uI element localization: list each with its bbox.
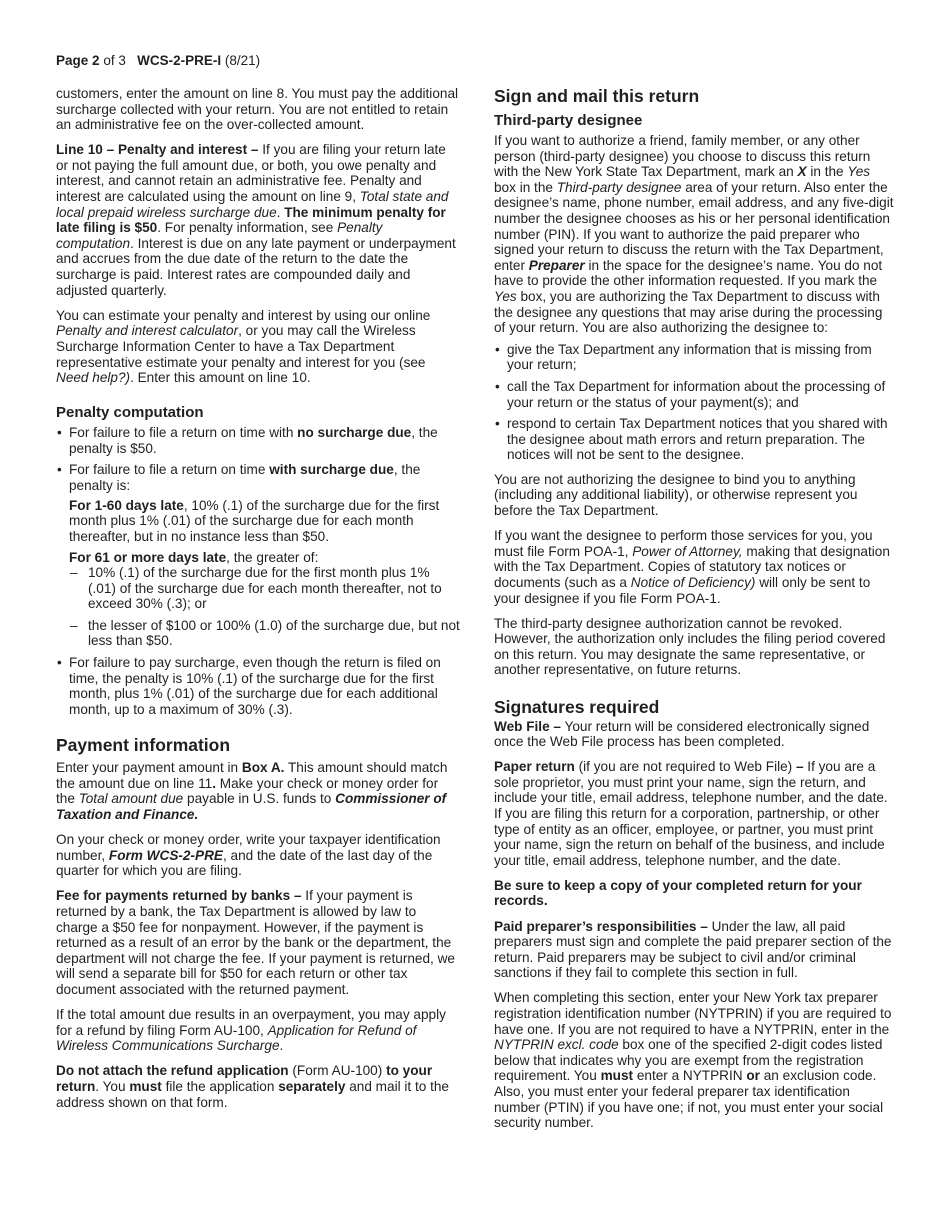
revocation-paragraph: The third-party designee authorization cannot be revoked. However, the authorization only includes the filing period covered on this return. You may designate the same representative, or another representative, on future returns. [494,615,886,678]
nytprin-paragraph: When completing this section, enter your New York tax preparer registration identification number (NYTPRIN) if you are required to have one. If you are not required to have a NYTPRIN, enter in the NYTPRIN excl. code box one of the specified 2-digit codes listed below that indicates why you are exempt from the registration requirement. You must enter a NYTPRIN or an exclusion code. Also, you must enter your federal preparer tax identification number (PTIN) if you have one; if not, you must enter your social security number. [494,990,892,1131]
form-id: WCS-2-PRE-I [137,53,222,68]
form-revision: (8/21) [224,53,261,68]
penalty-list-2 [56,655,460,717]
list-item: • For failure to file a return on time with surcharge due, the penalty is: For 1-60 days late, 10% (.1) of the surcharge due for the first month plus 1% (.01) of the surcharge due for each month thereafter, but in no instance less than $50. For 61 or more days late, the greater of: [56,462,460,566]
continued-paragraph: customers, enter the amount on line 8. You must pay the additional surcharge collected with your return. You are not entitled to retain an administrative fee on the over-collected amount. [56,86,459,133]
late-1-60-paragraph: For 1-60 days late, 10% (.1) of the surcharge due for the first month plus 1% (.01) of the surcharge due for each month thereafter, but in no instance less than $50. [69,497,440,544]
list-item: • For failure to file a return on time with no surcharge due, the penalty is $50. [56,425,460,456]
list-item: – the lesser of $100 or 100% (1.0) of the surcharge due, but not less than $50. [56,618,460,649]
web-file-paragraph: Web File – Your return will be considered electronically signed once the Web File process has been completed. [494,718,870,750]
calculator-reference: Penalty and interest calculator [56,323,239,339]
signatures-required-heading: Signatures required [494,696,660,717]
payee-name: Commissioner of Taxation and Finance. [56,791,447,823]
page-number: 2 [92,53,100,68]
right-column [494,86,894,1140]
returned-payment-paragraph: Fee for payments returned by banks – If your payment is returned by a bank, the Tax Department is allowed by law to charge a $50 fee for nonpayment. However, if the payment is returned as a result of an error by the bank or the department, the department will not charge the fee. If your payment is returned, we will send a separate bill for $50 for each return or other tax document associated with the returned payment. [56,888,455,997]
check-instructions-paragraph: On your check or money order, write your taxpayer identification number, Form WCS-2-PRE, and the date of the last day of the quarter for which you are filing. [56,832,441,879]
sign-and-mail-heading: Sign and mail this return [494,86,700,106]
penalty-computation-heading: Penalty computation [56,404,204,422]
page-label: Page [56,53,89,68]
list-item: • respond to certain Tax Department notices that you shared with the designee about math errors and return preparation. The notices will not be sent to the designee. [494,416,894,463]
payment-information-heading: Payment information [56,735,231,756]
list-item: • call the Tax Department for information about the processing of your return or the status of your payment(s); and [494,379,894,410]
paid-preparer-paragraph: Paid preparer’s responsibilities – Under the law, all paid preparers must sign and complete the paid preparer section of the return. Paid preparers may be subject to civil and/or criminal sanctions if they fail to complete this section in full. [494,918,892,981]
refund-paragraph: If the total amount due results in an overpayment, you may apply for a refund by filing Form AU-100, Application for Refund of Wireless Communications Surcharge. [56,1007,446,1054]
line10-lead: Line 10 – Penalty and interest – [56,142,259,158]
poa-paragraph: If you want the designee to perform those services for you, you must file Form POA-1, Power of Attorney, making that designation with the Tax Department. Copies of statutory tax notices or documents (such as a Notice of Deficiency) will only be sent to your designee if you file Form POA-1. [494,528,890,606]
minimum-penalty-note: The minimum penalty for late filing is $50 [56,204,446,236]
late-61-options [56,565,460,649]
left-column [56,86,460,1120]
payment-paragraph: Enter your payment amount in Box A. This amount should match the amount due on line 11. Make your check or money order for the Total amount due payable in U.S. funds to Commissioner of Taxation and Finance. [56,760,448,823]
page-total: of 3 [103,53,126,68]
paper-return-paragraph: Paper return (if you are not required to Web File) – If you are a sole proprietor, you must print your name, sign the return, and include your title, email address, telephone number, and the date. If you are filing this return for a corporation, partnership, or other type of entity as an officer, employee, or partner, you must print your name, sign the return on behalf of the business, and include your title, email address, telephone number, and the date. [494,759,888,868]
page-header [56,53,260,69]
designee-paragraph: If you want to authorize a friend, family member, or any other person (third-party designee) you choose to discuss this return with the New York State Tax Department, mark an X in the Yes box in the Third-party designee area of your return. Also enter the designee’s name, phone number, email address, and any five-digit number the designee chooses as his or her personal identification number (PIN). If you want to authorize the paid preparer who signed your return to discuss the return with the Tax Department, enter Preparer in the space for the designee’s name. You do not have to provide the other information requested. If you mark the Yes box, you are authorizing the Tax Department to discuss with the designee any questions that may arise during the processing of your return. You are also authorizing the designee to: [494,133,894,336]
third-party-designee-heading: Third-party designee [494,112,643,129]
list-item: • give the Tax Department any information that is missing from your return; [494,342,894,373]
line10-paragraph: Line 10 – Penalty and interest – If you are filing your return late or not paying the full amount due, or both, you owe penalty and interest, and cannot retain an administrative fee. Penalty and interest are calculated using the amount on line 9, Total state and local prepaid wireless surcharge due. The minimum penalty for late filing is $50. For penalty information, see Penalty computation. Interest is due on any late payment or underpayment and accrues from the due date of the return to the date the surcharge is paid. Interest rates are compounded daily and adjusted quarterly. [56,142,456,298]
list-item: • For failure to pay surcharge, even though the return is filed on time, the penalty is 10% (.1) of the surcharge due for the first month, plus 1% (.01) of the surcharge due for each additional month, up to a maximum of 30% (.3). [56,655,460,717]
late-61-paragraph: For 61 or more days late, the greater of: [69,550,319,566]
designee-authorizations [494,342,894,463]
list-item: – 10% (.1) of the surcharge due for the first month plus 1% (.01) of the surcharge due for each month thereafter, not to exceed 30% (.3); or [56,565,460,612]
keep-copy-note: Be sure to keep a copy of your completed return for your records. [494,877,862,909]
refund-warning-paragraph: Do not attach the refund application (Form AU-100) to your return. You must file the application separately and mail it to the address shown on that form. [56,1063,449,1110]
penalty-list [56,425,460,566]
estimate-paragraph: You can estimate your penalty and interest by using our online Penalty and interest calculator, or you may call the Wireless Surcharge Information Center to have a Tax Department representative estimate your penalty and interest for you (see Need help?). Enter this amount on line 10. [56,307,431,386]
designee-limits-paragraph: You are not authorizing the designee to bind you to anything (including any additional liability), or otherwise represent you before the Tax Department. [494,471,858,519]
